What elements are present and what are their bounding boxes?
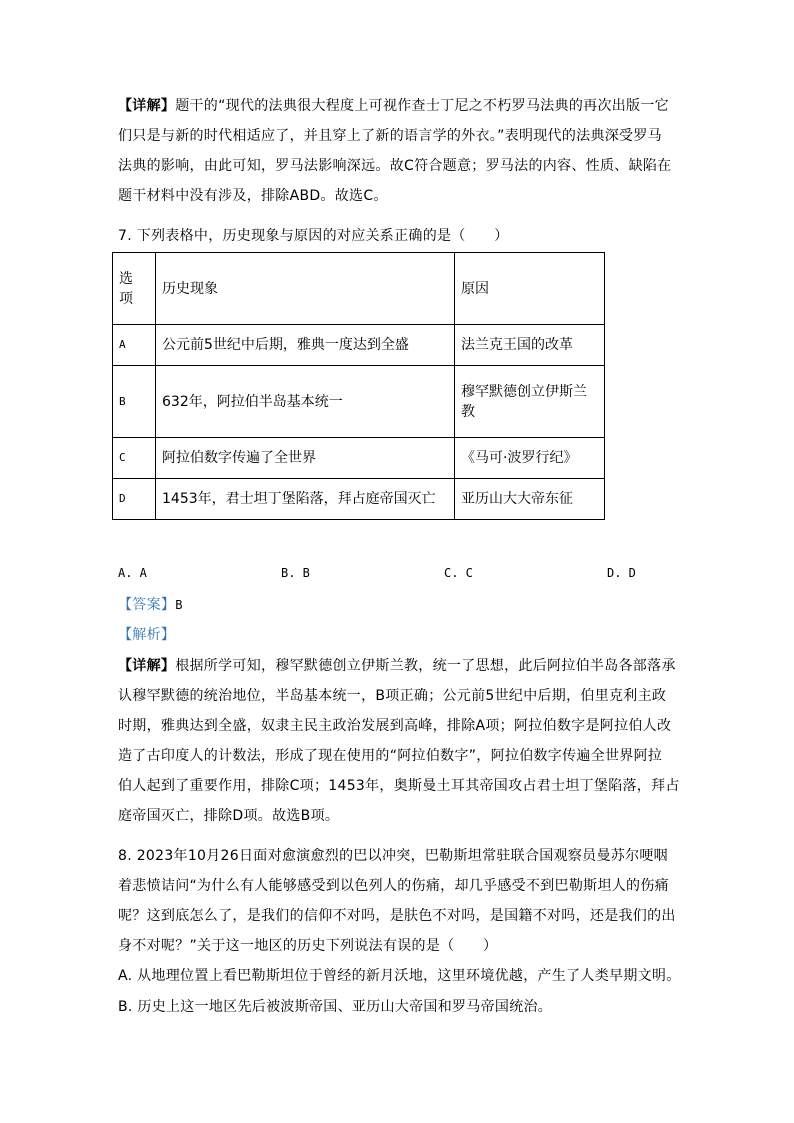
table-row [113, 479, 605, 520]
question-8-stem-line-3: 呢？这到底怎么了，是我们的信仰不对吗，是肤色不对吗，是国籍不对吗，还是我们的出 [118, 908, 676, 924]
prev-detail-label: 【详解】 [118, 98, 176, 114]
row-option: A [113, 325, 156, 366]
row-option: C [113, 438, 156, 479]
row-reason: 亚历山大大帝东征 [455, 479, 605, 520]
question-7-choices [118, 566, 678, 586]
detail-line-4: 造了古印度人的计数法，形成了现在使用的“阿拉伯数字”，阿拉伯数字传遍全世界阿拉 [118, 748, 663, 764]
table-row [113, 366, 605, 438]
detail-line-5: 伯人起到了重要作用，排除C项；1453年，奥斯曼土耳其帝国攻占君士坦丁堡陷落，拜占 [118, 778, 680, 794]
table-row [113, 325, 605, 366]
row-phenomenon: 1453年，君士坦丁堡陷落，拜占庭帝国灭亡 [156, 479, 455, 520]
analysis-label: 【解析】 [118, 627, 176, 643]
prev-explanation-line-1: 【详解】题干的“现代的法典很大程度上可视作查士丁尼之不朽罗马法典的再次出版一它 [118, 98, 669, 114]
row-reason: 法兰克王国的改革 [455, 325, 605, 366]
row-reason: 《马可·波罗行纪》 [455, 438, 605, 479]
question-8-stem-line-4: 身不对呢？”关于这一地区的历史下列说法有误的是（ ） [118, 938, 498, 954]
choice-d: D. D [607, 566, 636, 580]
prev-explanation-line-4: 题干材料中没有涉及，排除ABD。故选C。 [118, 188, 388, 204]
answer-value: B [175, 598, 183, 612]
answer-label: 【答案】 [118, 597, 176, 613]
choice-a: A. A [118, 566, 147, 580]
question-8-stem-line-2: 着悲愤诘问“为什么有人能够感受到以色列人的伤痛，却几乎感受不到巴勒斯坦人的伤痛 [118, 878, 669, 894]
row-option: D [113, 479, 156, 520]
question-8-option-a: A. 从地理位置上看巴勒斯坦位于曾经的新月沃地，这里环境优越，产生了人类早期文明。 [118, 968, 681, 984]
detail-line-6: 庭帝国灭亡，排除D项。故选B项。 [118, 808, 340, 824]
question-8-option-b: B. 历史上这一地区先后被波斯帝国、亚历山大帝国和罗马帝国统治。 [118, 999, 553, 1015]
row-reason: 穆罕默德创立伊斯兰 教 [455, 366, 605, 438]
question-7-stem: 7. 下列表格中，历史现象与原因的对应关系正确的是（ ） [118, 228, 509, 244]
row-phenomenon: 公元前5世纪中后期，雅典一度达到全盛 [156, 325, 455, 366]
row-phenomenon: 阿拉伯数字传遍了全世界 [156, 438, 455, 479]
row-phenomenon: 632年，阿拉伯半岛基本统一 [156, 366, 455, 438]
answer-line [118, 595, 183, 615]
question-8-stem-line-1: 8. 2023年10月26日面对愈演愈烈的巴以冲突，巴勒斯坦常驻联合国观察员曼苏尔哽咽 [118, 848, 668, 864]
row-option: B [113, 366, 156, 438]
detail-line-2: 认穆罕默德的统治地位，半岛基本统一，B项正确；公元前5世纪中后期，伯里克利主政 [118, 688, 667, 704]
table-header-row [113, 253, 605, 325]
question-7-table [112, 252, 605, 520]
table-row [113, 438, 605, 479]
prev-explanation-line-3: 法典的影响，由此可知，罗马法影响深远。故C符合题意；罗马法的内容、性质、缺陷在 [118, 158, 672, 174]
header-reason: 原因 [455, 253, 605, 325]
header-phenomenon: 历史现象 [156, 253, 455, 325]
prev-explanation-line-2: 们只是与新的时代相适应了，并且穿上了新的语言学的外衣。”表明现代的法典深受罗马 [118, 128, 662, 144]
detail-label: 【详解】 [118, 658, 176, 674]
detail-line-3: 时期，雅典达到全盛，奴隶主民主政治发展到高峰，排除A项；阿拉伯数字是阿拉伯人改 [118, 718, 672, 734]
header-option: 选 项 [113, 253, 156, 325]
choice-b: B. B [281, 566, 310, 580]
choice-c: C. C [444, 566, 473, 580]
detail-line-1: 【详解】根据所学可知，穆罕默德创立伊斯兰教，统一了思想，此后阿拉伯半岛各部落承 [118, 658, 676, 674]
